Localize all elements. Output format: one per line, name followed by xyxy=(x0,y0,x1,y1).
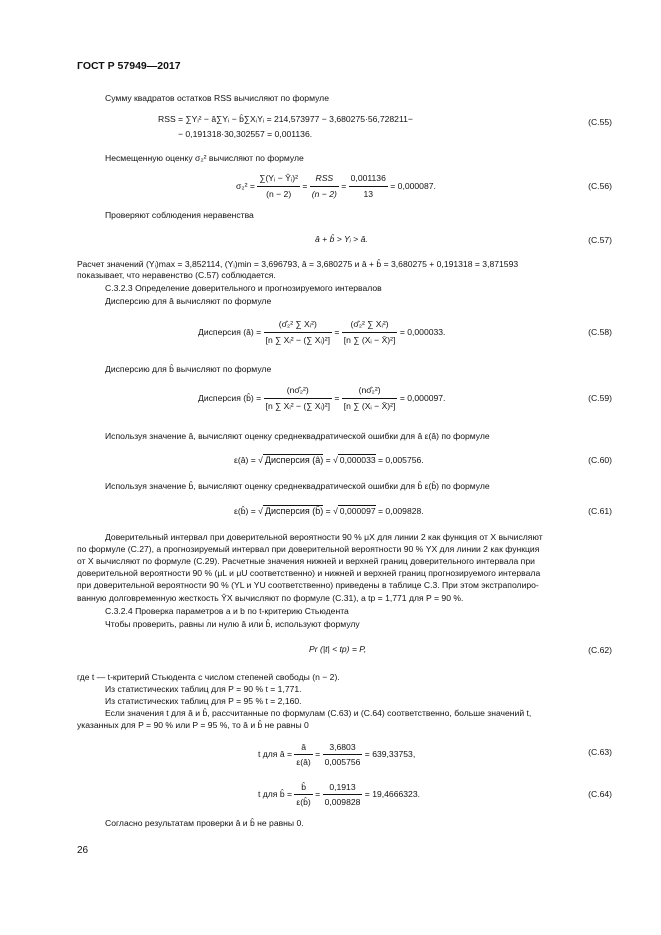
text-line: Расчет значений (Yᵢ)max = 3,852114, (Yᵢ)min = 3,696793, â = 3,680275 и â + b̂ = 3,680275 + 0,191318 = 3,871593 xyxy=(77,259,519,269)
sqrt-argument: 0,000097 xyxy=(339,506,376,516)
fraction xyxy=(323,781,363,808)
eq-lhs: ε(â) = xyxy=(234,455,256,465)
denominator: ε(b̂) xyxy=(296,797,311,807)
equation-c63: t для â = $\frac{â}{\varepsilon(â)}$ = $\frac{3,6803}{0,005756}$ = 639,33753, xyxy=(258,742,416,767)
eq-lhs: Дисперсия (â) = xyxy=(198,326,262,337)
text-line: Доверительный интервал при доверительной вероятности 90 % μX для линии 2 как функция от X вычисляют xyxy=(105,532,543,542)
text-line: от X вычисляют по формуле (С.29). Расчетные значения нижней и верхней границ доверительного интервала при xyxy=(77,556,535,566)
text-line: Если значения t для â и b̂, рассчитанные по формулам (С.63) и (С.64) соответственно, больше значений t, xyxy=(105,708,532,718)
document-header: ГОСТ Р 57949—2017 xyxy=(77,60,181,72)
denominator: ε(â) xyxy=(296,757,311,767)
equation-label: (С.57) xyxy=(588,235,612,245)
fraction xyxy=(294,741,312,768)
eq-result: = 0,000033. xyxy=(399,326,446,337)
numerator: b̂ xyxy=(294,781,312,795)
eq-result: = 639,33753, xyxy=(364,748,416,759)
numerator: 0,001136 xyxy=(349,172,388,187)
fraction xyxy=(294,781,312,808)
sqrt-argument: Дисперсия (b̂) xyxy=(264,506,324,516)
equation-c58: Дисперсия (â) = $\frac{\text{(σ̂₂² ∑ Xᵢ²)}}{\text{[n ∑ Xᵢ² − (∑ Xᵢ)²]}}$ = $\frac{\text{(σ̂₂² ∑ Xᵢ²)}}{\text{[n ∑ (Xᵢ − X̄)²]}}$ = 0,000033. xyxy=(198,319,446,345)
text-line: Дисперсию для â вычисляют по формуле xyxy=(105,296,272,306)
text-line: показывает, что неравенство (С.57) соблюдается. xyxy=(77,270,276,280)
equation-c61: ε(b̂) = √ Дисперсия (b̂) = √ 0,000097 = 0,009828. xyxy=(234,506,424,516)
fraction xyxy=(349,172,388,201)
text-line: Сумму квадратов остатков RSS вычисляют по формуле xyxy=(105,93,329,103)
numerator: (nσ̂₂²) xyxy=(342,384,398,399)
fraction xyxy=(257,172,300,201)
equation-c57: â + b̂ > Yᵢ > â. xyxy=(315,234,368,244)
numerator: ∑(Yᵢ − Ŷᵢ)² xyxy=(257,172,300,187)
numerator: 0,1913 xyxy=(323,781,363,795)
denominator: [n ∑ (Xᵢ − X̄)²] xyxy=(343,335,396,345)
denominator: [n ∑ Xᵢ² − (∑ Xᵢ)²] xyxy=(265,335,330,345)
fraction xyxy=(323,741,363,768)
equation-label: (С.62) xyxy=(588,645,612,655)
eq-lhs: ε(b̂) = xyxy=(234,506,256,516)
sqrt-argument: 0,000033 xyxy=(339,455,376,465)
eq-result: = 0,005756. xyxy=(378,455,424,465)
section-heading: С.3.2.3 Определение доверительного и прогнозируемого интервалов xyxy=(105,283,382,293)
text-line: Используя значение b̂, вычисляют оценку среднеквадратической ошибки для b̂ ε(b̂) по формуле xyxy=(105,481,490,491)
denominator: 0,005756 xyxy=(324,757,361,767)
fraction xyxy=(342,318,398,347)
eq-result: = 0,009828. xyxy=(378,506,424,516)
fraction xyxy=(264,318,332,347)
eq-lhs: Дисперсия (b̂) = xyxy=(198,392,262,403)
numerator: RSS xyxy=(310,172,339,187)
eq-lhs: t для b̂ = xyxy=(258,788,293,799)
equation-label: (С.61) xyxy=(588,506,612,516)
equation-label: (С.64) xyxy=(588,789,612,799)
text-line: при доверительной вероятности 90 % (YL и YU соответственно) приведены в таблице С.3. При этом экстраполиро- xyxy=(77,580,539,590)
denominator: (n − 2) xyxy=(266,189,292,199)
page-number: 26 xyxy=(77,845,89,856)
equation-label: (С.63) xyxy=(588,747,612,757)
equation-c62: Pr (|t| < tp) = P, xyxy=(309,644,367,654)
equation-label: (С.59) xyxy=(588,393,612,403)
eq-lhs: σ₂² = xyxy=(236,180,255,191)
numerator: (nσ̂₂²) xyxy=(264,384,332,399)
text-line: Чтобы проверить, равны ли нулю â или b̂, используют формулу xyxy=(105,619,360,629)
equation-label: (С.60) xyxy=(588,455,612,465)
numerator: â xyxy=(294,741,312,755)
text-line: где t — t-критерий Стьюдента с числом степеней свободы (n − 2). xyxy=(77,672,340,682)
equation-c55-line1: RSS = ∑Yᵢ² − â∑Yᵢ − b̂∑XᵢYᵢ = 214,573977 − 3,680275·56,728211− xyxy=(158,114,413,124)
equation-c64: t для b̂ = $\frac{b̂}{\varepsilon(b̂)}$ = $\frac{0,1913}{0,009828}$ = 19,4666323. xyxy=(258,782,420,807)
text-line: по формуле (С.27), а прогнозируемый интервал при доверительной вероятности 90 % YX для линии 2 как функция xyxy=(77,544,540,554)
equation-label: (С.56) xyxy=(588,181,612,191)
fraction xyxy=(342,384,398,413)
text-line: указанных для P = 90 % или P = 95 %, то â и b̂ не равны 0 xyxy=(77,720,309,730)
denominator: 13 xyxy=(363,189,374,199)
text-line: доверительной вероятности 90 % (μL и μU соответственно) и нижней и верхней границ прогнозируемого интервала xyxy=(77,568,541,578)
denominator: 0,009828 xyxy=(324,797,361,807)
numerator: 3,6803 xyxy=(323,741,363,755)
denominator: (n − 2) xyxy=(311,189,337,199)
equation-c55-line2: − 0,191318·30,302557 = 0,001136. xyxy=(178,129,313,139)
fraction xyxy=(310,172,339,201)
numerator: (σ̂₂² ∑ Xᵢ²) xyxy=(342,318,398,333)
eq-lhs: t для â = xyxy=(258,748,293,759)
text-line: Несмещенную оценку σ₂² вычисляют по формуле xyxy=(105,153,304,163)
equation-label: (С.55) xyxy=(588,117,612,127)
equation-c56: σ₂² = $\frac{\text{∑(Yᵢ − Ŷᵢ)²}}{(n - 2)}$ = RSS (n − 2) = $\frac{0,001136}{13}$ = 0,000087. xyxy=(236,173,436,199)
text-line: Проверяют соблюдения неравенства xyxy=(105,210,254,220)
section-heading: С.3.2.4 Проверка параметров a и b по t-критерию Стьюдента xyxy=(105,606,349,616)
numerator: (σ̂₂² ∑ Xᵢ²) xyxy=(264,318,332,333)
fraction xyxy=(264,384,332,413)
eq-result: = 0,000097. xyxy=(399,392,446,403)
text-line: Согласно результатам проверки â и b̂ не равны 0. xyxy=(105,818,304,828)
equation-c60: ε(â) = √ Дисперсия (â) = √ 0,000033 = 0,005756. xyxy=(234,455,424,465)
denominator: [n ∑ Xᵢ² − (∑ Xᵢ)²] xyxy=(265,401,330,411)
text-line: ванную долговременную жесткость ŶX вычисляют по формуле (С.31), а tp = 1,771 для P = 90 %. xyxy=(77,593,464,603)
sqrt-argument: Дисперсия (â) xyxy=(264,455,324,465)
denominator: [n ∑ (Xᵢ − X̄)²] xyxy=(343,401,396,411)
equation-label: (С.58) xyxy=(588,327,612,337)
text-line: Из статистических таблиц для P = 90 % t = 1,771. xyxy=(105,684,302,694)
text-line: Дисперсию для b̂ вычисляют по формуле xyxy=(105,364,272,374)
equation-c59: Дисперсия (b̂) = $\frac{\text{(nσ̂₂²)}}{\text{[n ∑ Xᵢ² − (∑ Xᵢ)²]}}$ = $\frac{\text{(nσ̂₂²)}}{\text{[n ∑ (Xᵢ − X̄)²]}}$ = 0,000097. xyxy=(198,385,446,411)
eq-result: = 0,000087. xyxy=(390,180,436,191)
eq-result: = 19,4666323. xyxy=(364,788,420,799)
text-line: Используя значение â, вычисляют оценку среднеквадратической ошибки для â ε(â) по формуле xyxy=(105,431,490,441)
text-line: Из статистических таблиц для P = 95 % t = 2,160. xyxy=(105,696,302,706)
